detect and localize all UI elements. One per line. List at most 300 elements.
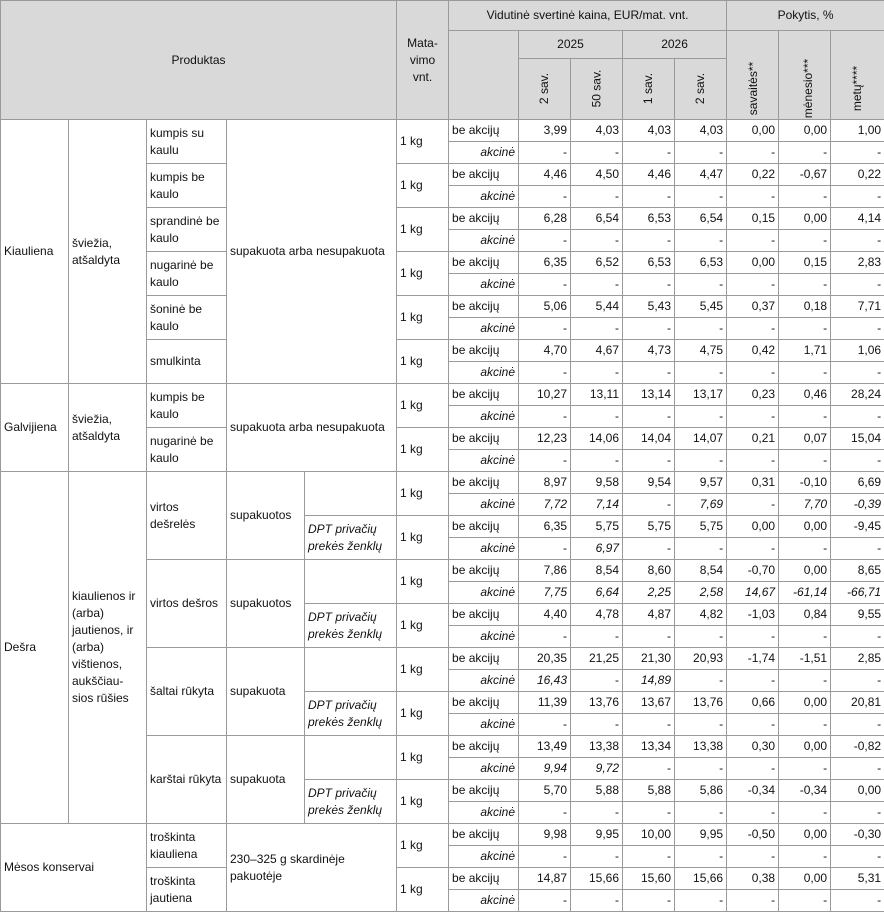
value-cell: 5,86 bbox=[675, 780, 727, 802]
value-cell: 6,28 bbox=[519, 208, 571, 230]
value-cell: - bbox=[623, 846, 675, 868]
header-unit: Mata-vimo vnt. bbox=[397, 1, 449, 120]
header-week-4: 2 sav. bbox=[675, 59, 727, 120]
value-cell: 6,54 bbox=[675, 208, 727, 230]
table-row bbox=[1, 824, 884, 846]
value-cell: 10,00 bbox=[623, 824, 675, 846]
price-type-regular: be akcijų bbox=[449, 692, 519, 714]
value-cell: 5,06 bbox=[519, 296, 571, 318]
header-week-2: 50 sav. bbox=[571, 59, 623, 120]
price-type-regular: be akcijų bbox=[449, 868, 519, 890]
value-cell: 14,89 bbox=[623, 670, 675, 692]
value-cell: - bbox=[623, 802, 675, 824]
unit-cell: 1 kg bbox=[397, 824, 449, 868]
value-cell: 12,23 bbox=[519, 428, 571, 450]
value-cell: - bbox=[571, 406, 623, 428]
packaging: supakuotos bbox=[227, 560, 305, 648]
value-cell: 0,31 bbox=[727, 472, 779, 494]
value-cell: - bbox=[675, 230, 727, 252]
private-label: DPT privačių prekės ženklų bbox=[305, 604, 397, 648]
value-cell: 0,42 bbox=[727, 340, 779, 362]
value-cell: 0,00 bbox=[727, 120, 779, 142]
value-cell: - bbox=[571, 890, 623, 912]
product-name: virtos dešrelės bbox=[147, 472, 227, 560]
unit-cell: 1 kg bbox=[397, 340, 449, 384]
value-cell: 13,14 bbox=[623, 384, 675, 406]
value-cell: - bbox=[675, 274, 727, 296]
value-cell: 9,58 bbox=[571, 472, 623, 494]
product-name: troškinta jautiena bbox=[147, 868, 227, 912]
value-cell: 15,66 bbox=[571, 868, 623, 890]
value-cell: 6,97 bbox=[571, 538, 623, 560]
value-cell: 13,17 bbox=[675, 384, 727, 406]
price-type-sale: akcinė bbox=[449, 494, 519, 516]
group-label: Dešra bbox=[1, 472, 69, 824]
price-type-regular: be akcijų bbox=[449, 780, 519, 802]
product-name: troškinta kiauliena bbox=[147, 824, 227, 868]
value-cell: - bbox=[831, 890, 884, 912]
value-cell: - bbox=[831, 186, 884, 208]
value-cell: - bbox=[519, 626, 571, 648]
value-cell: - bbox=[779, 186, 831, 208]
value-cell: 2,83 bbox=[831, 252, 884, 274]
value-cell: - bbox=[675, 670, 727, 692]
value-cell: 0,00 bbox=[779, 516, 831, 538]
value-cell: 7,14 bbox=[571, 494, 623, 516]
value-cell: - bbox=[831, 626, 884, 648]
value-cell: 4,75 bbox=[675, 340, 727, 362]
value-cell: 6,54 bbox=[571, 208, 623, 230]
price-type-sale: akcinė bbox=[449, 142, 519, 164]
value-cell: 4,14 bbox=[831, 208, 884, 230]
value-cell: - bbox=[571, 362, 623, 384]
value-cell: - bbox=[727, 758, 779, 780]
value-cell: 5,75 bbox=[571, 516, 623, 538]
value-cell: - bbox=[727, 802, 779, 824]
price-type-sale: akcinė bbox=[449, 890, 519, 912]
unit-cell: 1 kg bbox=[397, 780, 449, 824]
product-name: virtos dešros bbox=[147, 560, 227, 648]
table-row bbox=[1, 120, 884, 142]
value-cell: - bbox=[727, 670, 779, 692]
value-cell: 13,76 bbox=[571, 692, 623, 714]
header-avg-price: Vidutinė svertinė kaina, EUR/mat. vnt. bbox=[449, 1, 727, 31]
unit-cell: 1 kg bbox=[397, 648, 449, 692]
value-cell: -9,45 bbox=[831, 516, 884, 538]
value-cell: - bbox=[519, 362, 571, 384]
unit-cell: 1 kg bbox=[397, 252, 449, 296]
value-cell: - bbox=[831, 714, 884, 736]
value-cell: 6,53 bbox=[623, 252, 675, 274]
value-cell: 13,34 bbox=[623, 736, 675, 758]
group-label: Kiauliena bbox=[1, 120, 69, 384]
value-cell: - bbox=[779, 230, 831, 252]
product-name: šoninė be kaulo bbox=[147, 296, 227, 340]
value-cell: - bbox=[779, 142, 831, 164]
value-cell: 28,24 bbox=[831, 384, 884, 406]
value-cell: - bbox=[675, 538, 727, 560]
value-cell: - bbox=[831, 274, 884, 296]
price-type-sale: akcinė bbox=[449, 758, 519, 780]
value-cell: 6,52 bbox=[571, 252, 623, 274]
value-cell: 1,71 bbox=[779, 340, 831, 362]
value-cell: - bbox=[727, 450, 779, 472]
price-type-regular: be akcijų bbox=[449, 384, 519, 406]
value-cell: - bbox=[519, 406, 571, 428]
header-products: Produktas bbox=[1, 1, 397, 120]
value-cell: - bbox=[519, 890, 571, 912]
value-cell: 14,07 bbox=[675, 428, 727, 450]
header-week-3: 1 sav. bbox=[623, 59, 675, 120]
value-cell: 9,98 bbox=[519, 824, 571, 846]
value-cell: - bbox=[571, 802, 623, 824]
value-cell: 9,72 bbox=[571, 758, 623, 780]
value-cell: 4,87 bbox=[623, 604, 675, 626]
value-cell: - bbox=[675, 714, 727, 736]
value-cell: 0,21 bbox=[727, 428, 779, 450]
group-subtype: kiaulienos ir (arba) jautienos, ir (arba) vištienos, aukščiau-sios rūšies bbox=[69, 472, 147, 824]
value-cell: - bbox=[779, 714, 831, 736]
unit-cell: 1 kg bbox=[397, 120, 449, 164]
value-cell: - bbox=[519, 186, 571, 208]
price-type-sale: akcinė bbox=[449, 406, 519, 428]
value-cell: 9,57 bbox=[675, 472, 727, 494]
price-type-sale: akcinė bbox=[449, 538, 519, 560]
value-cell: 0,00 bbox=[831, 780, 884, 802]
price-type-regular: be akcijų bbox=[449, 824, 519, 846]
value-cell: 4,03 bbox=[675, 120, 727, 142]
unit-cell: 1 kg bbox=[397, 428, 449, 472]
value-cell: 13,76 bbox=[675, 692, 727, 714]
product-name: smulkinta bbox=[147, 340, 227, 384]
value-cell: 5,75 bbox=[623, 516, 675, 538]
value-cell: 13,49 bbox=[519, 736, 571, 758]
value-cell: 13,67 bbox=[623, 692, 675, 714]
header-change-week: savaitės** bbox=[727, 31, 779, 120]
value-cell: 1,00 bbox=[831, 120, 884, 142]
value-cell: - bbox=[727, 626, 779, 648]
value-cell: - bbox=[831, 230, 884, 252]
value-cell: - bbox=[831, 538, 884, 560]
value-cell: 0,22 bbox=[727, 164, 779, 186]
value-cell: - bbox=[623, 186, 675, 208]
value-cell: - bbox=[727, 890, 779, 912]
value-cell: - bbox=[779, 450, 831, 472]
value-cell: - bbox=[519, 846, 571, 868]
value-cell: - bbox=[623, 142, 675, 164]
value-cell: 14,87 bbox=[519, 868, 571, 890]
value-cell: - bbox=[779, 846, 831, 868]
value-cell: 4,70 bbox=[519, 340, 571, 362]
value-cell: - bbox=[675, 846, 727, 868]
value-cell: - bbox=[779, 362, 831, 384]
value-cell: 0,07 bbox=[779, 428, 831, 450]
value-cell: 6,69 bbox=[831, 472, 884, 494]
value-cell: -1,51 bbox=[779, 648, 831, 670]
header-change-year: metų**** bbox=[831, 31, 884, 120]
value-cell: - bbox=[779, 890, 831, 912]
price-type-regular: be akcijų bbox=[449, 208, 519, 230]
value-cell: 5,43 bbox=[623, 296, 675, 318]
value-cell: -1,74 bbox=[727, 648, 779, 670]
value-cell: - bbox=[675, 450, 727, 472]
value-cell: 4,47 bbox=[675, 164, 727, 186]
price-type-regular: be akcijų bbox=[449, 428, 519, 450]
value-cell: 15,66 bbox=[675, 868, 727, 890]
value-cell: 7,71 bbox=[831, 296, 884, 318]
value-cell: 3,99 bbox=[519, 120, 571, 142]
value-cell: - bbox=[675, 318, 727, 340]
value-cell: - bbox=[623, 406, 675, 428]
value-cell: 0,30 bbox=[727, 736, 779, 758]
header-change-month: mėnesio*** bbox=[779, 31, 831, 120]
value-cell: - bbox=[727, 846, 779, 868]
value-cell: - bbox=[571, 230, 623, 252]
packaging: supakuotos bbox=[227, 472, 305, 560]
value-cell: 9,54 bbox=[623, 472, 675, 494]
value-cell: 13,38 bbox=[571, 736, 623, 758]
packaging: supakuota bbox=[227, 648, 305, 736]
price-type-regular: be akcijų bbox=[449, 164, 519, 186]
unit-cell: 1 kg bbox=[397, 296, 449, 340]
value-cell: - bbox=[623, 714, 675, 736]
unit-cell: 1 kg bbox=[397, 692, 449, 736]
price-type-sale: akcinė bbox=[449, 582, 519, 604]
value-cell: - bbox=[727, 186, 779, 208]
value-cell: 0,00 bbox=[779, 824, 831, 846]
product-name: nugarinė be kaulo bbox=[147, 252, 227, 296]
value-cell: 10,27 bbox=[519, 384, 571, 406]
value-cell: 9,55 bbox=[831, 604, 884, 626]
value-cell: 5,88 bbox=[623, 780, 675, 802]
value-cell: - bbox=[779, 406, 831, 428]
price-type-sale: akcinė bbox=[449, 626, 519, 648]
value-cell: 9,95 bbox=[571, 824, 623, 846]
header-change: Pokytis, % bbox=[727, 1, 884, 31]
value-cell: 4,40 bbox=[519, 604, 571, 626]
value-cell: 0,00 bbox=[779, 208, 831, 230]
brand-blank bbox=[305, 472, 397, 516]
value-cell: -66,71 bbox=[831, 582, 884, 604]
value-cell: - bbox=[571, 142, 623, 164]
value-cell: 14,67 bbox=[727, 582, 779, 604]
value-cell: - bbox=[779, 274, 831, 296]
value-cell: - bbox=[727, 318, 779, 340]
product-name: karštai rūkyta bbox=[147, 736, 227, 824]
value-cell: 0,38 bbox=[727, 868, 779, 890]
value-cell: -0,30 bbox=[831, 824, 884, 846]
product-name: šaltai rūkyta bbox=[147, 648, 227, 736]
value-cell: 0,18 bbox=[779, 296, 831, 318]
value-cell: 6,35 bbox=[519, 516, 571, 538]
value-cell: - bbox=[779, 802, 831, 824]
price-type-sale: akcinė bbox=[449, 274, 519, 296]
value-cell: 4,78 bbox=[571, 604, 623, 626]
value-cell: 0,00 bbox=[727, 516, 779, 538]
value-cell: 0,15 bbox=[779, 252, 831, 274]
value-cell: -0,34 bbox=[727, 780, 779, 802]
value-cell: 0,22 bbox=[831, 164, 884, 186]
value-cell: 4,82 bbox=[675, 604, 727, 626]
price-type-regular: be akcijų bbox=[449, 252, 519, 274]
value-cell: 21,25 bbox=[571, 648, 623, 670]
unit-cell: 1 kg bbox=[397, 164, 449, 208]
value-cell: - bbox=[727, 230, 779, 252]
value-cell: 0,00 bbox=[779, 868, 831, 890]
value-cell: - bbox=[831, 450, 884, 472]
value-cell: 21,30 bbox=[623, 648, 675, 670]
value-cell: 0,00 bbox=[779, 560, 831, 582]
unit-cell: 1 kg bbox=[397, 384, 449, 428]
value-cell: - bbox=[727, 714, 779, 736]
value-cell: - bbox=[779, 758, 831, 780]
value-cell: - bbox=[675, 626, 727, 648]
value-cell: - bbox=[623, 274, 675, 296]
value-cell: 9,94 bbox=[519, 758, 571, 780]
group-label: Mėsos konservai bbox=[1, 824, 147, 912]
value-cell: - bbox=[675, 758, 727, 780]
group-subtype: šviežia, atšaldyta bbox=[69, 384, 147, 472]
value-cell: 15,60 bbox=[623, 868, 675, 890]
value-cell: - bbox=[623, 890, 675, 912]
value-cell: 5,44 bbox=[571, 296, 623, 318]
value-cell: - bbox=[623, 362, 675, 384]
value-cell: - bbox=[831, 802, 884, 824]
price-type-regular: be akcijų bbox=[449, 120, 519, 142]
value-cell: - bbox=[623, 758, 675, 780]
value-cell: 0,00 bbox=[779, 120, 831, 142]
value-cell: -0,70 bbox=[727, 560, 779, 582]
value-cell: 4,50 bbox=[571, 164, 623, 186]
price-type-sale: akcinė bbox=[449, 670, 519, 692]
header-year-2025: 2025 bbox=[519, 31, 623, 59]
value-cell: 8,54 bbox=[675, 560, 727, 582]
value-cell: - bbox=[831, 846, 884, 868]
product-name: kumpis be kaulo bbox=[147, 164, 227, 208]
value-cell: 8,60 bbox=[623, 560, 675, 582]
value-cell: 4,73 bbox=[623, 340, 675, 362]
value-cell: 0,23 bbox=[727, 384, 779, 406]
value-cell: 6,53 bbox=[675, 252, 727, 274]
value-cell: - bbox=[519, 142, 571, 164]
value-cell: - bbox=[519, 714, 571, 736]
price-type-regular: be akcijų bbox=[449, 648, 519, 670]
product-name: sprandinė be kaulo bbox=[147, 208, 227, 252]
value-cell: 5,88 bbox=[571, 780, 623, 802]
value-cell: - bbox=[519, 318, 571, 340]
unit-cell: 1 kg bbox=[397, 604, 449, 648]
unit-cell: 1 kg bbox=[397, 472, 449, 516]
brand-blank bbox=[305, 648, 397, 692]
price-type-sale: akcinė bbox=[449, 802, 519, 824]
value-cell: 0,84 bbox=[779, 604, 831, 626]
value-cell: -0,50 bbox=[727, 824, 779, 846]
brand-blank bbox=[305, 560, 397, 604]
header-blank bbox=[449, 31, 519, 120]
value-cell: 4,03 bbox=[571, 120, 623, 142]
value-cell: - bbox=[779, 626, 831, 648]
value-cell: - bbox=[831, 406, 884, 428]
value-cell: 13,38 bbox=[675, 736, 727, 758]
value-cell: 7,72 bbox=[519, 494, 571, 516]
value-cell: 5,31 bbox=[831, 868, 884, 890]
value-cell: 0,37 bbox=[727, 296, 779, 318]
product-name: kumpis su kaulu bbox=[147, 120, 227, 164]
unit-cell: 1 kg bbox=[397, 560, 449, 604]
header-week-1: 2 sav. bbox=[519, 59, 571, 120]
private-label: DPT privačių prekės ženklų bbox=[305, 692, 397, 736]
value-cell: 8,97 bbox=[519, 472, 571, 494]
value-cell: - bbox=[779, 538, 831, 560]
value-cell: 0,46 bbox=[779, 384, 831, 406]
value-cell: 2,85 bbox=[831, 648, 884, 670]
product-name: kumpis be kaulo bbox=[147, 384, 227, 428]
value-cell: - bbox=[623, 450, 675, 472]
value-cell: - bbox=[727, 406, 779, 428]
value-cell: - bbox=[571, 626, 623, 648]
unit-cell: 1 kg bbox=[397, 516, 449, 560]
value-cell: -0,34 bbox=[779, 780, 831, 802]
value-cell: 20,93 bbox=[675, 648, 727, 670]
value-cell: 4,67 bbox=[571, 340, 623, 362]
value-cell: - bbox=[727, 274, 779, 296]
value-cell: - bbox=[831, 142, 884, 164]
private-label: DPT privačių prekės ženklų bbox=[305, 516, 397, 560]
price-type-regular: be akcijų bbox=[449, 296, 519, 318]
table-row bbox=[1, 472, 884, 494]
price-type-sale: akcinė bbox=[449, 714, 519, 736]
value-cell: - bbox=[727, 362, 779, 384]
price-type-regular: be akcijų bbox=[449, 472, 519, 494]
value-cell: - bbox=[519, 802, 571, 824]
value-cell: - bbox=[571, 714, 623, 736]
value-cell: - bbox=[623, 230, 675, 252]
value-cell: - bbox=[519, 274, 571, 296]
value-cell: - bbox=[727, 538, 779, 560]
price-type-sale: akcinė bbox=[449, 230, 519, 252]
price-type-regular: be akcijų bbox=[449, 340, 519, 362]
packaging: supakuota arba nesupakuota bbox=[227, 384, 397, 472]
price-type-sale: akcinė bbox=[449, 362, 519, 384]
value-cell: -0,10 bbox=[779, 472, 831, 494]
value-cell: 7,70 bbox=[779, 494, 831, 516]
value-cell: 6,64 bbox=[571, 582, 623, 604]
group-subtype: šviežia, atšaldyta bbox=[69, 120, 147, 384]
value-cell: 14,04 bbox=[623, 428, 675, 450]
value-cell: 20,35 bbox=[519, 648, 571, 670]
table-body bbox=[1, 120, 884, 912]
packaging: 230–325 g skardinėje pakuotėje bbox=[227, 824, 397, 912]
packaging: supakuota bbox=[227, 736, 305, 824]
value-cell: - bbox=[623, 318, 675, 340]
value-cell: - bbox=[831, 318, 884, 340]
price-type-regular: be akcijų bbox=[449, 604, 519, 626]
value-cell: - bbox=[623, 626, 675, 648]
unit-cell: 1 kg bbox=[397, 868, 449, 912]
price-type-regular: be akcijų bbox=[449, 516, 519, 538]
value-cell: -0,82 bbox=[831, 736, 884, 758]
value-cell: 2,25 bbox=[623, 582, 675, 604]
value-cell: - bbox=[571, 450, 623, 472]
value-cell: 14,06 bbox=[571, 428, 623, 450]
value-cell: - bbox=[623, 538, 675, 560]
product-name: nugarinė be kaulo bbox=[147, 428, 227, 472]
value-cell: 20,81 bbox=[831, 692, 884, 714]
value-cell: 15,04 bbox=[831, 428, 884, 450]
price-type-sale: akcinė bbox=[449, 846, 519, 868]
unit-cell: 1 kg bbox=[397, 736, 449, 780]
value-cell: 0,00 bbox=[779, 692, 831, 714]
